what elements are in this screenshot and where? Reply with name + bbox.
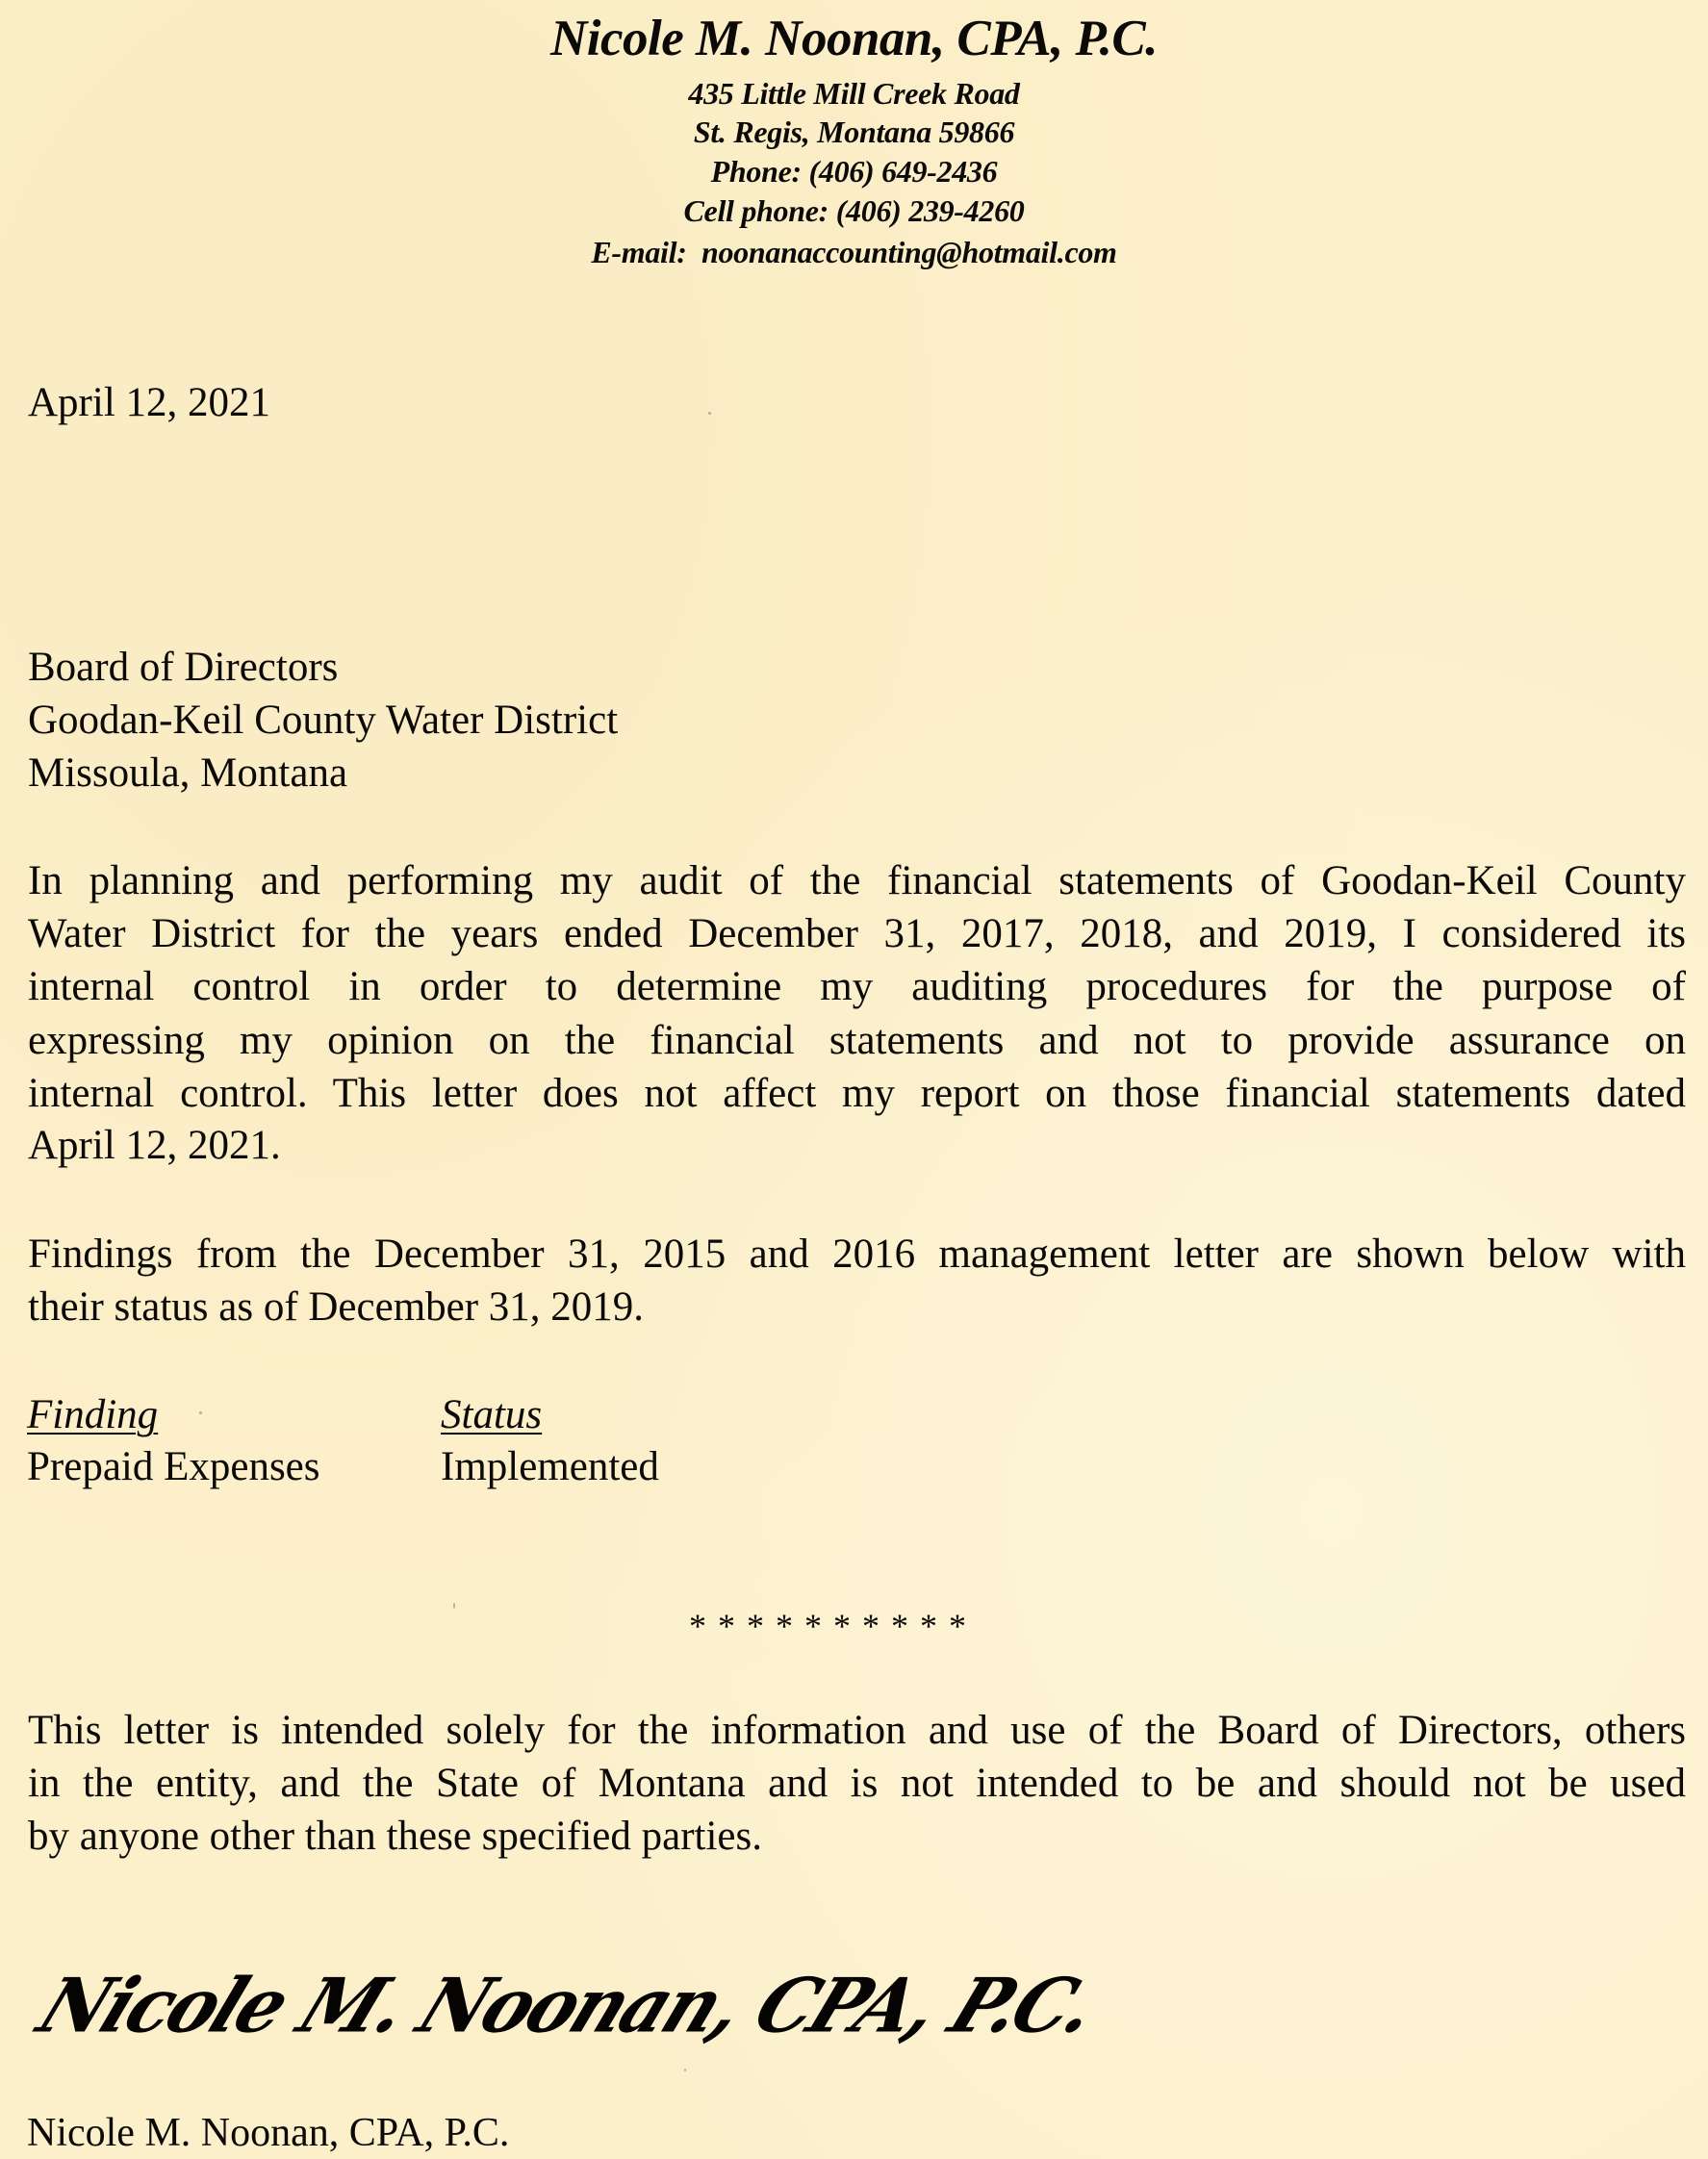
status-cell: Implemented (441, 1444, 659, 1489)
paragraph-line: In planning and performing my audit of the financial statements of Goodan-Keil County (28, 858, 1686, 903)
paragraph-line: internal control. This letter does not affect my report on those financial statements dated (28, 1071, 1686, 1116)
letterhead-address-line1: 435 Little Mill Creek Road (688, 76, 1020, 111)
findings-header-status: Status (441, 1392, 543, 1437)
scan-speck (199, 1411, 202, 1414)
handwritten-signature: Nicole M. Noonan, CPA, P.C. (26, 1963, 1109, 2050)
paragraph-line: April 12, 2021. (28, 1123, 281, 1168)
paragraph-line: their status as of December 31, 2019. (28, 1284, 645, 1330)
signer-printed-name: Nicole M. Noonan, CPA, P.C. (27, 2111, 510, 2155)
asterisk-separator: ********** (689, 1607, 978, 1645)
letter-date: April 12, 2021 (28, 380, 271, 425)
recipient-line3: Missoula, Montana (28, 750, 348, 796)
paragraph-line: internal control in order to determine my auditing procedures for the purpose of (28, 964, 1686, 1009)
letterhead-email: E-mail: noonanaccounting@hotmail.com (591, 235, 1117, 269)
scan-speck (453, 1603, 455, 1609)
letterhead-cell-phone: Cell phone: (406) 239-4260 (683, 193, 1025, 228)
scan-speck (684, 2069, 686, 2071)
findings-header-finding: Finding (27, 1392, 159, 1437)
paragraph-line: in the entity, and the State of Montana and is not intended to be and should not be used (28, 1761, 1686, 1806)
recipient-line1: Board of Directors (28, 645, 339, 690)
letterhead-phone: Phone: (406) 649-2436 (710, 154, 998, 189)
scan-speck (708, 412, 711, 415)
finding-cell: Prepaid Expenses (27, 1444, 320, 1489)
letterhead-name: Nicole M. Noonan, CPA, P.C. (550, 11, 1158, 66)
paragraph-line: This letter is intended solely for the information and use of the Board of Directors, others (28, 1708, 1686, 1753)
paragraph-line: by anyone other than these specified parties. (28, 1814, 762, 1859)
paragraph-line: Water District for the years ended December 31, 2017, 2018, and 2019, I considered its (28, 911, 1686, 956)
letterhead-address-line2: St. Regis, Montana 59866 (693, 114, 1015, 149)
paragraph-line: expressing my opinion on the financial statements and not to provide assurance on (28, 1018, 1686, 1063)
recipient-line2: Goodan-Keil County Water District (28, 698, 619, 743)
paragraph-line: Findings from the December 31, 2015 and 2016 management letter are shown below with (28, 1232, 1686, 1277)
